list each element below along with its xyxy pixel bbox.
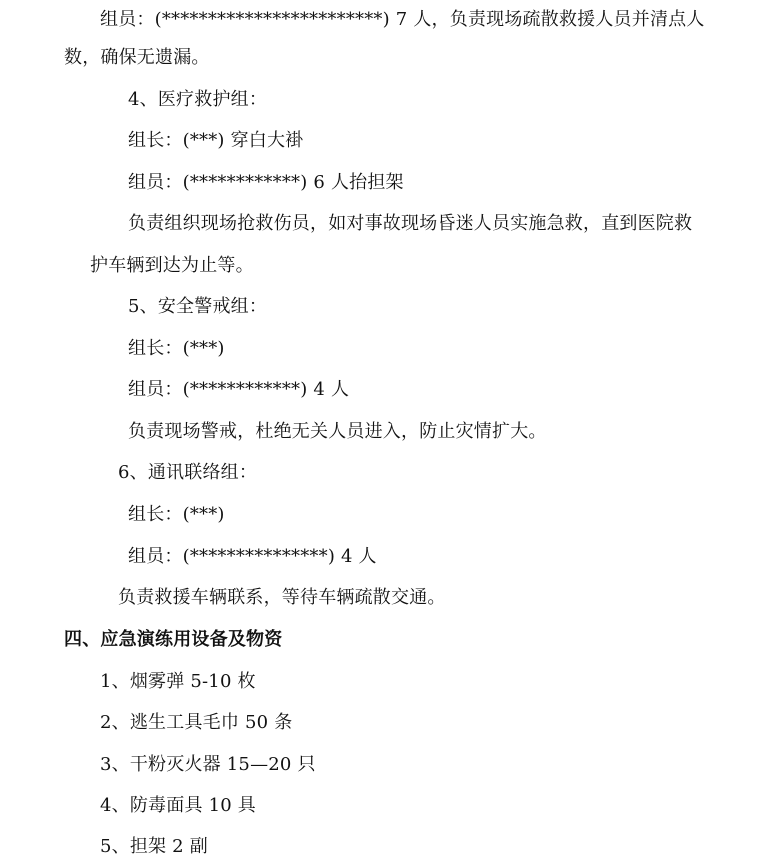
evacuation-team-members-line: 组员：(************************) 7 人，负责现场疏散救援人员并清点人: [100, 9, 705, 30]
security-team-leader-line: 组长：(***): [128, 338, 225, 359]
security-team-members-line: 组员：(************) 4 人: [128, 379, 350, 400]
communication-team-duty-line: 负责救援车辆联系，等待车辆疏散交通。: [118, 587, 446, 608]
evacuation-team-duty-continued: 数，确保无遗漏。: [64, 47, 210, 68]
equipment-item-5: 5、担架 2 副: [100, 836, 208, 857]
equipment-item-4: 4、防毒面具 10 具: [100, 795, 256, 816]
medical-team-duty-line: 负责组织现场抢救伤员，如对事故现场昏迷人员实施急救，直到医院救: [128, 213, 693, 234]
communication-team-heading: 6、通讯联络组：: [118, 462, 258, 483]
medical-team-duty-continued: 护车辆到达为止等。: [90, 255, 254, 276]
medical-team-heading: 4、医疗救护组：: [128, 89, 268, 110]
communication-team-leader-line: 组长：(***): [128, 504, 225, 525]
communication-team-members-line: 组员：(***************) 4 人: [128, 546, 377, 567]
equipment-item-1: 1、烟雾弹 5-10 枚: [100, 671, 256, 692]
medical-team-leader-line: 组长：(***) 穿白大褂: [128, 130, 304, 151]
medical-team-members-line: 组员：(************) 6 人抬担架: [128, 172, 404, 193]
security-team-duty-line: 负责现场警戒，杜绝无关人员进入，防止灾情扩大。: [128, 421, 547, 442]
equipment-item-3: 3、干粉灭火器 15—20 只: [100, 754, 316, 775]
equipment-item-2: 2、逃生工具毛巾 50 条: [100, 712, 293, 733]
security-team-heading: 5、安全警戒组：: [128, 296, 268, 317]
section-four-heading: 四、应急演练用设备及物资: [64, 629, 283, 650]
